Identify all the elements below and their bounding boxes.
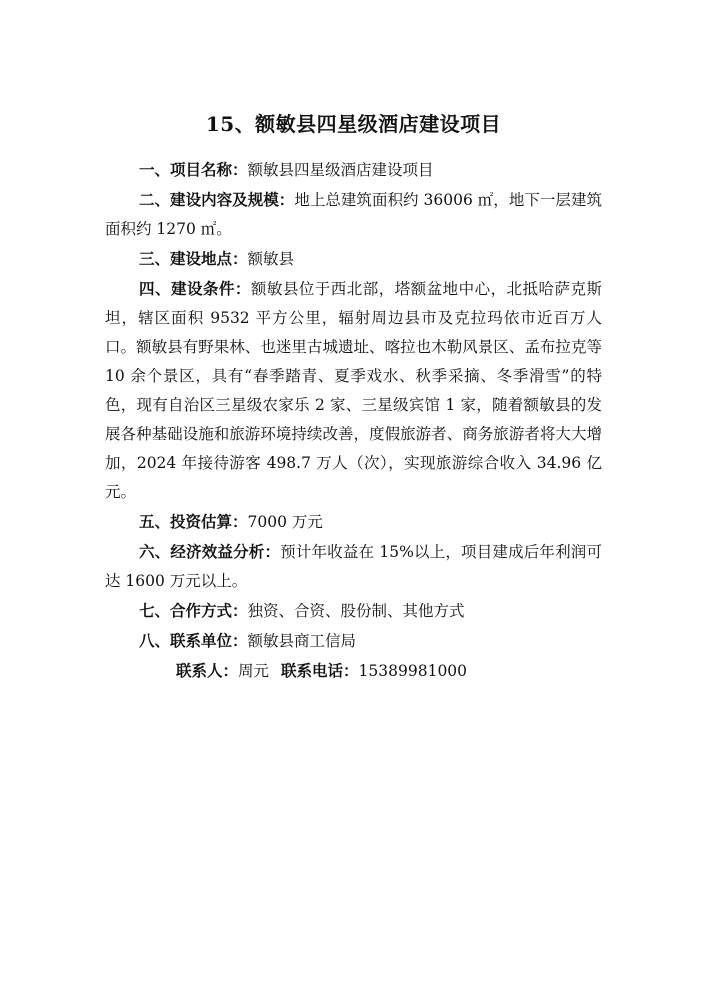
section-location [105, 244, 602, 274]
contact-phone: 15389981000 [358, 662, 468, 680]
section-label: 六、经济效益分析： [139, 542, 281, 561]
section-label: 二、建设内容及规模： [139, 190, 295, 209]
contact-phone-label: 联系电话： [281, 661, 359, 680]
section-label: 七、合作方式： [139, 601, 248, 620]
project-content [105, 155, 602, 686]
section-investment [105, 507, 602, 537]
section-label: 四、建设条件： [139, 279, 251, 298]
section-economic-analysis [105, 537, 602, 596]
section-text: 额敏县四星级酒店建设项目 [247, 161, 434, 179]
section-text: 地上总建筑面积约 36006 ㎡，地下一层建筑面积约 1270 ㎡。 [105, 191, 602, 238]
contact-person-label: 联系人： [176, 661, 239, 680]
section-label: 五、投资估算： [139, 512, 248, 531]
section-project-name [105, 155, 602, 185]
section-label: 八、联系单位： [139, 631, 248, 650]
section-text: 预计年收益在 15%以上，项目建成后年利润可达 1600 万元以上。 [105, 543, 602, 590]
contact-person: 周元 [238, 662, 270, 680]
section-conditions [105, 274, 602, 507]
section-label: 一、项目名称： [139, 160, 248, 179]
page-title: 15、额敏县四星级酒店建设项目 [205, 112, 502, 136]
section-construction-scale [105, 185, 602, 244]
section-text: 7000 万元 [247, 513, 323, 531]
section-contact-unit [105, 626, 602, 656]
section-text: 额敏县商工信局 [247, 632, 357, 650]
contact-line [105, 656, 602, 686]
section-text: 额敏县 [247, 250, 295, 268]
section-text: 额敏县位于西北部，塔额盆地中心，北抵哈萨克斯坦，辖区面积 9532 平方公里，辐射周边县市及克拉玛依市近百万人口。额敏县有野果林、也迷里古城遗址、喀拉也木勒风景区、孟布拉克等 10 余个景区，具有“春季踏青、夏季戏水、秋季采摘、冬季滑雪”的特色，现有自治区三星级农家乐 2 家、三星级宾馆 1 家，随着额敏县的发展各种基础设施和旅游环境持续改善，度假旅游者、商务旅游者将大大增加，2024 年接待游客 498.7 万人（次），实现旅游综合收入 34.96 亿元。 [105, 280, 602, 501]
section-text: 独资、合资、股份制、其他方式 [247, 602, 465, 620]
section-label: 三、建设地点： [139, 249, 248, 268]
section-cooperation [105, 596, 602, 626]
